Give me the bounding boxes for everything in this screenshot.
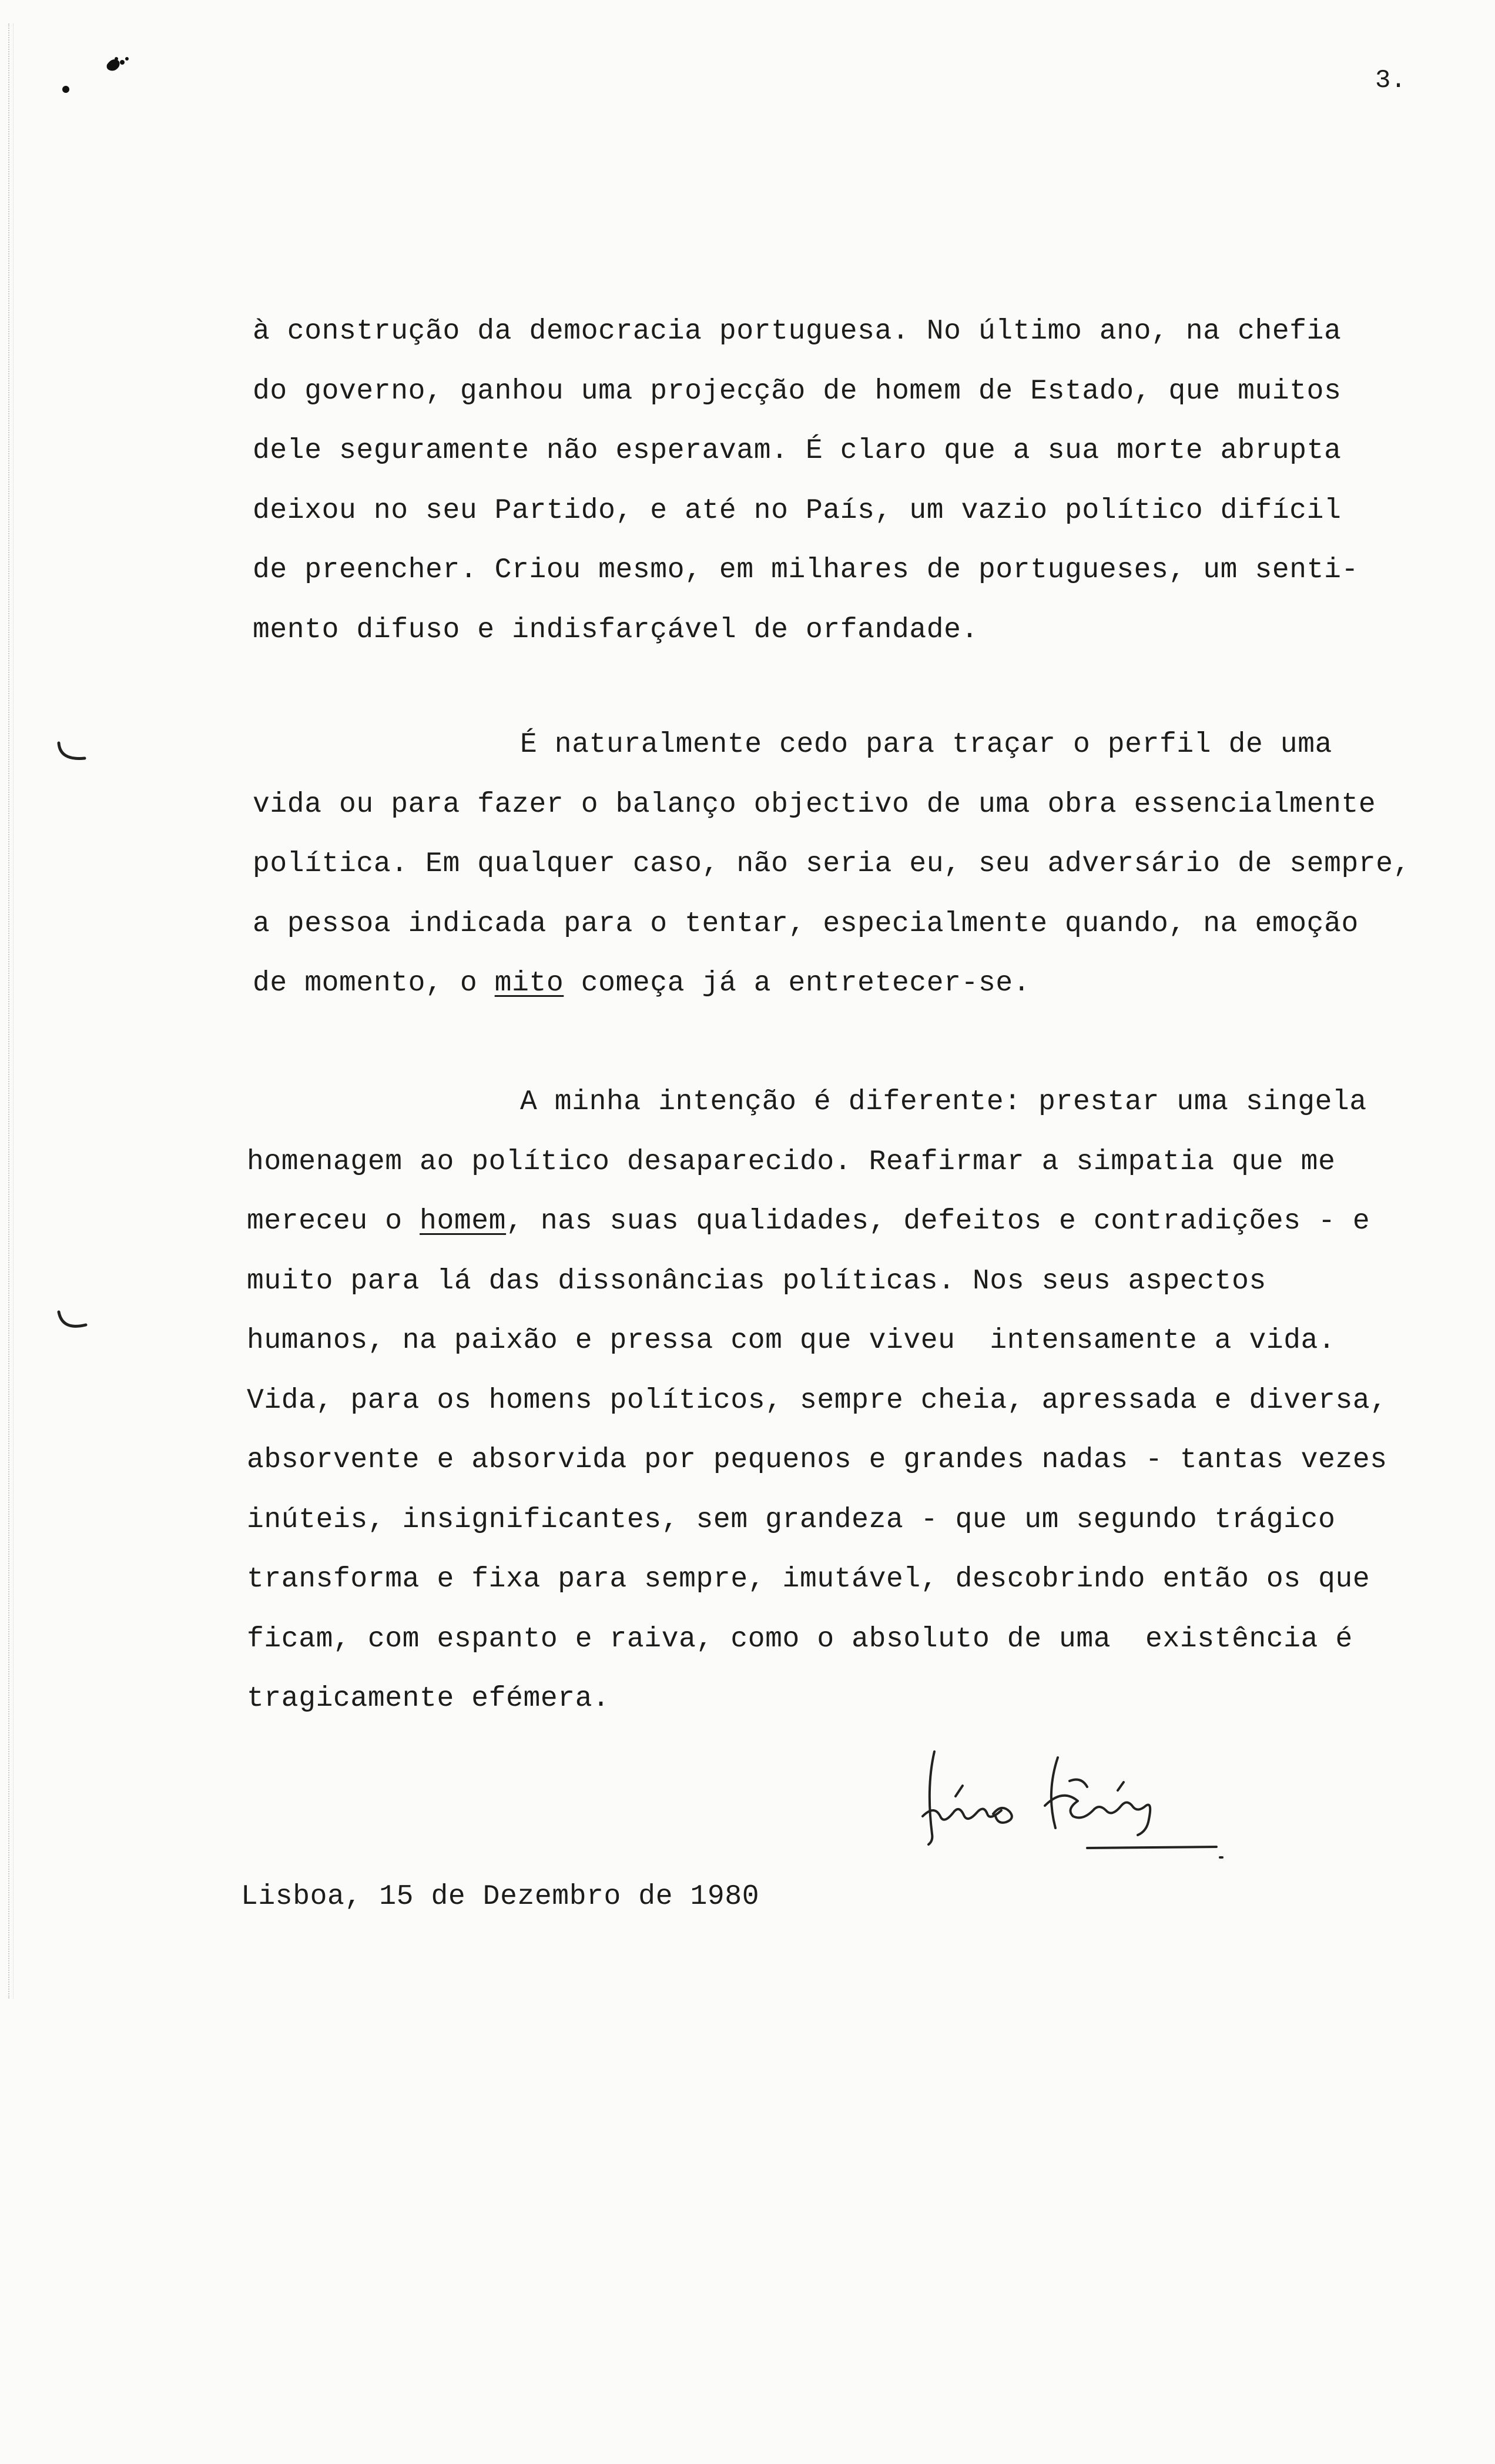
text-line: É naturalmente cedo para traçar o perfil de uma — [520, 729, 1333, 761]
text-line: deixou no seu Partido, e até no País, um vazio político difícil — [253, 494, 1342, 527]
text-line: mento difuso e indisfarçável de orfandade. — [253, 614, 978, 646]
text-run: de momento, o — [253, 967, 495, 999]
text-run: começa já a entretecer-se. — [564, 967, 1031, 999]
text-line: muito para lá das dissonâncias políticas. Nos seus aspectos — [247, 1265, 1266, 1297]
text-line: A minha intenção é diferente: prestar uma singela — [520, 1086, 1367, 1118]
ink-blot-mark — [53, 41, 159, 106]
text-line: ficam, com espanto e raiva, como o absoluto de uma existência é — [247, 1623, 1353, 1655]
page-number: 3. — [1375, 66, 1406, 95]
text-line: humanos, na paixão e pressa com que viveu intensamente a vida. — [247, 1325, 1336, 1357]
text-line: absorvente e absorvida por pequenos e grandes nadas - tantas vezes — [247, 1444, 1387, 1476]
punch-hole-mark — [53, 739, 88, 765]
text-line — [247, 1207, 1370, 1236]
text-line: dele seguramente não esperavam. É claro que a sua morte abrupta — [253, 435, 1342, 467]
handwritten-signature — [899, 1740, 1275, 1893]
text-line: a pessoa indicada para o tentar, especialmente quando, na emoção — [253, 908, 1359, 940]
text-line: tragicamente efémera. — [247, 1683, 610, 1715]
punch-hole-mark — [53, 1308, 88, 1334]
text-run: , nas suas qualidades, defeitos e contradições - e — [506, 1206, 1370, 1237]
text-line: Vida, para os homens políticos, sempre cheia, apressada e diversa, — [247, 1384, 1387, 1417]
text-line: de preencher. Criou mesmo, em milhares de portugueses, um senti- — [253, 554, 1359, 586]
underlined-word: mito — [494, 967, 564, 999]
text-line — [253, 969, 1030, 997]
place-and-date: Lisboa, 15 de Dezembro de 1980 — [241, 1881, 760, 1913]
text-line: homenagem ao político desaparecido. Reafirmar a simpatia que me — [247, 1146, 1336, 1178]
text-line: inúteis, insignificantes, sem grandeza - que um segundo trágico — [247, 1504, 1336, 1536]
text-run: mereceu o — [247, 1206, 420, 1237]
text-line: do governo, ganhou uma projecção de homem de Estado, que muitos — [253, 375, 1342, 407]
text-line: política. Em qualquer caso, não seria eu, seu adversário de sempre, — [253, 848, 1411, 880]
text-line: à construção da democracia portuguesa. No último ano, na chefia — [253, 316, 1342, 347]
scan-binding-edge — [8, 24, 14, 1998]
underlined-word: homem — [420, 1206, 507, 1237]
text-line: vida ou para fazer o balanço objectivo de uma obra essencialmente — [253, 788, 1376, 821]
text-line: transforma e fixa para sempre, imutável, descobrindo então os que — [247, 1564, 1370, 1595]
